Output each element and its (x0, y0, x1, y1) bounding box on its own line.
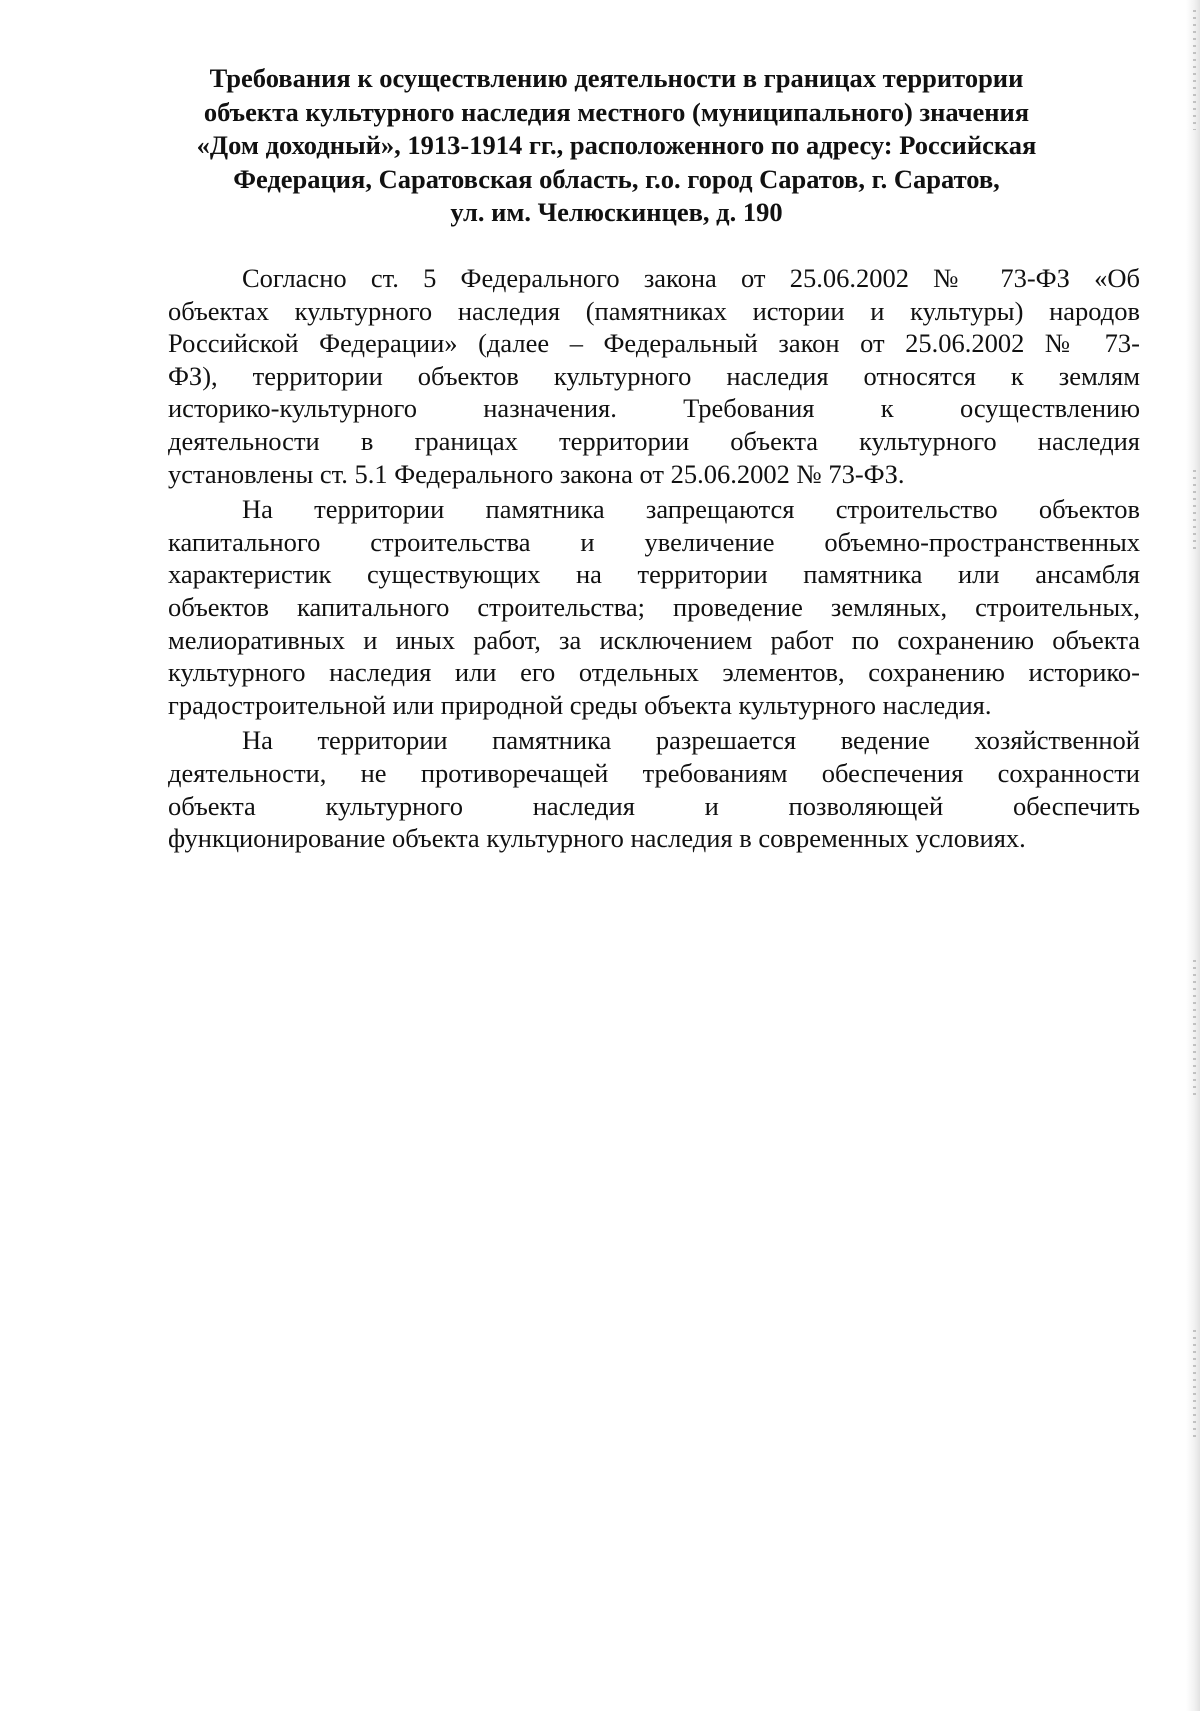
title-line: ул. им. Челюскинцев, д. 190 (450, 197, 783, 227)
paragraph-prohibitions (168, 493, 1140, 721)
text-line: объектах культурного наследия (памятниках истории и культуры) народов (168, 295, 1140, 326)
paragraph-permissions (168, 724, 1140, 854)
text-line: деятельности, не противоречащей требованиям обеспечения сохранности (168, 757, 1140, 788)
text-line: На территории памятника разрешается ведение хозяйственной (242, 725, 1140, 756)
scan-edge-marks-top (1193, 10, 1196, 130)
text-line: Согласно ст. 5 Федерального закона от 25.06.2002 № 73-ФЗ «Об (242, 263, 1140, 293)
scan-edge-marks-middle (1193, 470, 1196, 550)
scan-edge-shadow (1186, 0, 1200, 1711)
text-line: ФЗ), территории объектов культурного наследия относятся к землям (168, 360, 1140, 391)
text-line: культурного наследия или его отдельных элементов, сохранению историко- (168, 657, 1140, 688)
text-line: характеристик существующих на территории памятника или ансамбля (168, 559, 1140, 590)
scan-edge-marks-lower (1193, 960, 1196, 1100)
text-line: деятельности в границах территории объекта культурного наследия (168, 425, 1140, 456)
text-line: градостроительной или природной среды объекта культурного наследия. (168, 689, 992, 720)
text-line: капитального строительства и увеличение объемно-пространственных (168, 526, 1140, 557)
document-title (168, 62, 1065, 230)
text-line: Российской Федерации» (далее – Федеральный закон от 25.06.2002 № 73- (168, 328, 1140, 359)
text-line: На территории памятника запрещаются строительство объектов (242, 494, 1140, 525)
text-line: объектов капитального строительства; проведение земляных, строительных, (168, 591, 1140, 622)
text-line: историко-культурного назначения. Требования к осуществлению (168, 393, 1140, 424)
title-line: объекта культурного наследия местного (муниципального) значения (203, 96, 1030, 127)
document-body (168, 262, 1140, 858)
text-line: объекта культурного наследия и позволяющей обеспечить (168, 790, 1140, 821)
title-line: «Дом доходный», 1913-1914 гг., расположенного по адресу: Российская (196, 130, 1037, 160)
scan-edge-marks-bottom (1193, 1330, 1196, 1440)
text-line: функционирование объекта культурного наследия в современных условиях. (168, 823, 1026, 854)
text-line: установлены ст. 5.1 Федерального закона от 25.06.2002 № 73-ФЗ. (168, 458, 905, 489)
paragraph-legal-basis (168, 262, 1140, 490)
title-line: Требования к осуществлению деятельности в границах территории (209, 63, 1024, 93)
title-line: Федерация, Саратовская область, г.о. город Саратов, г. Саратов, (233, 163, 1000, 194)
text-line: мелиоративных и иных работ, за исключением работ по сохранению объекта (168, 624, 1140, 655)
